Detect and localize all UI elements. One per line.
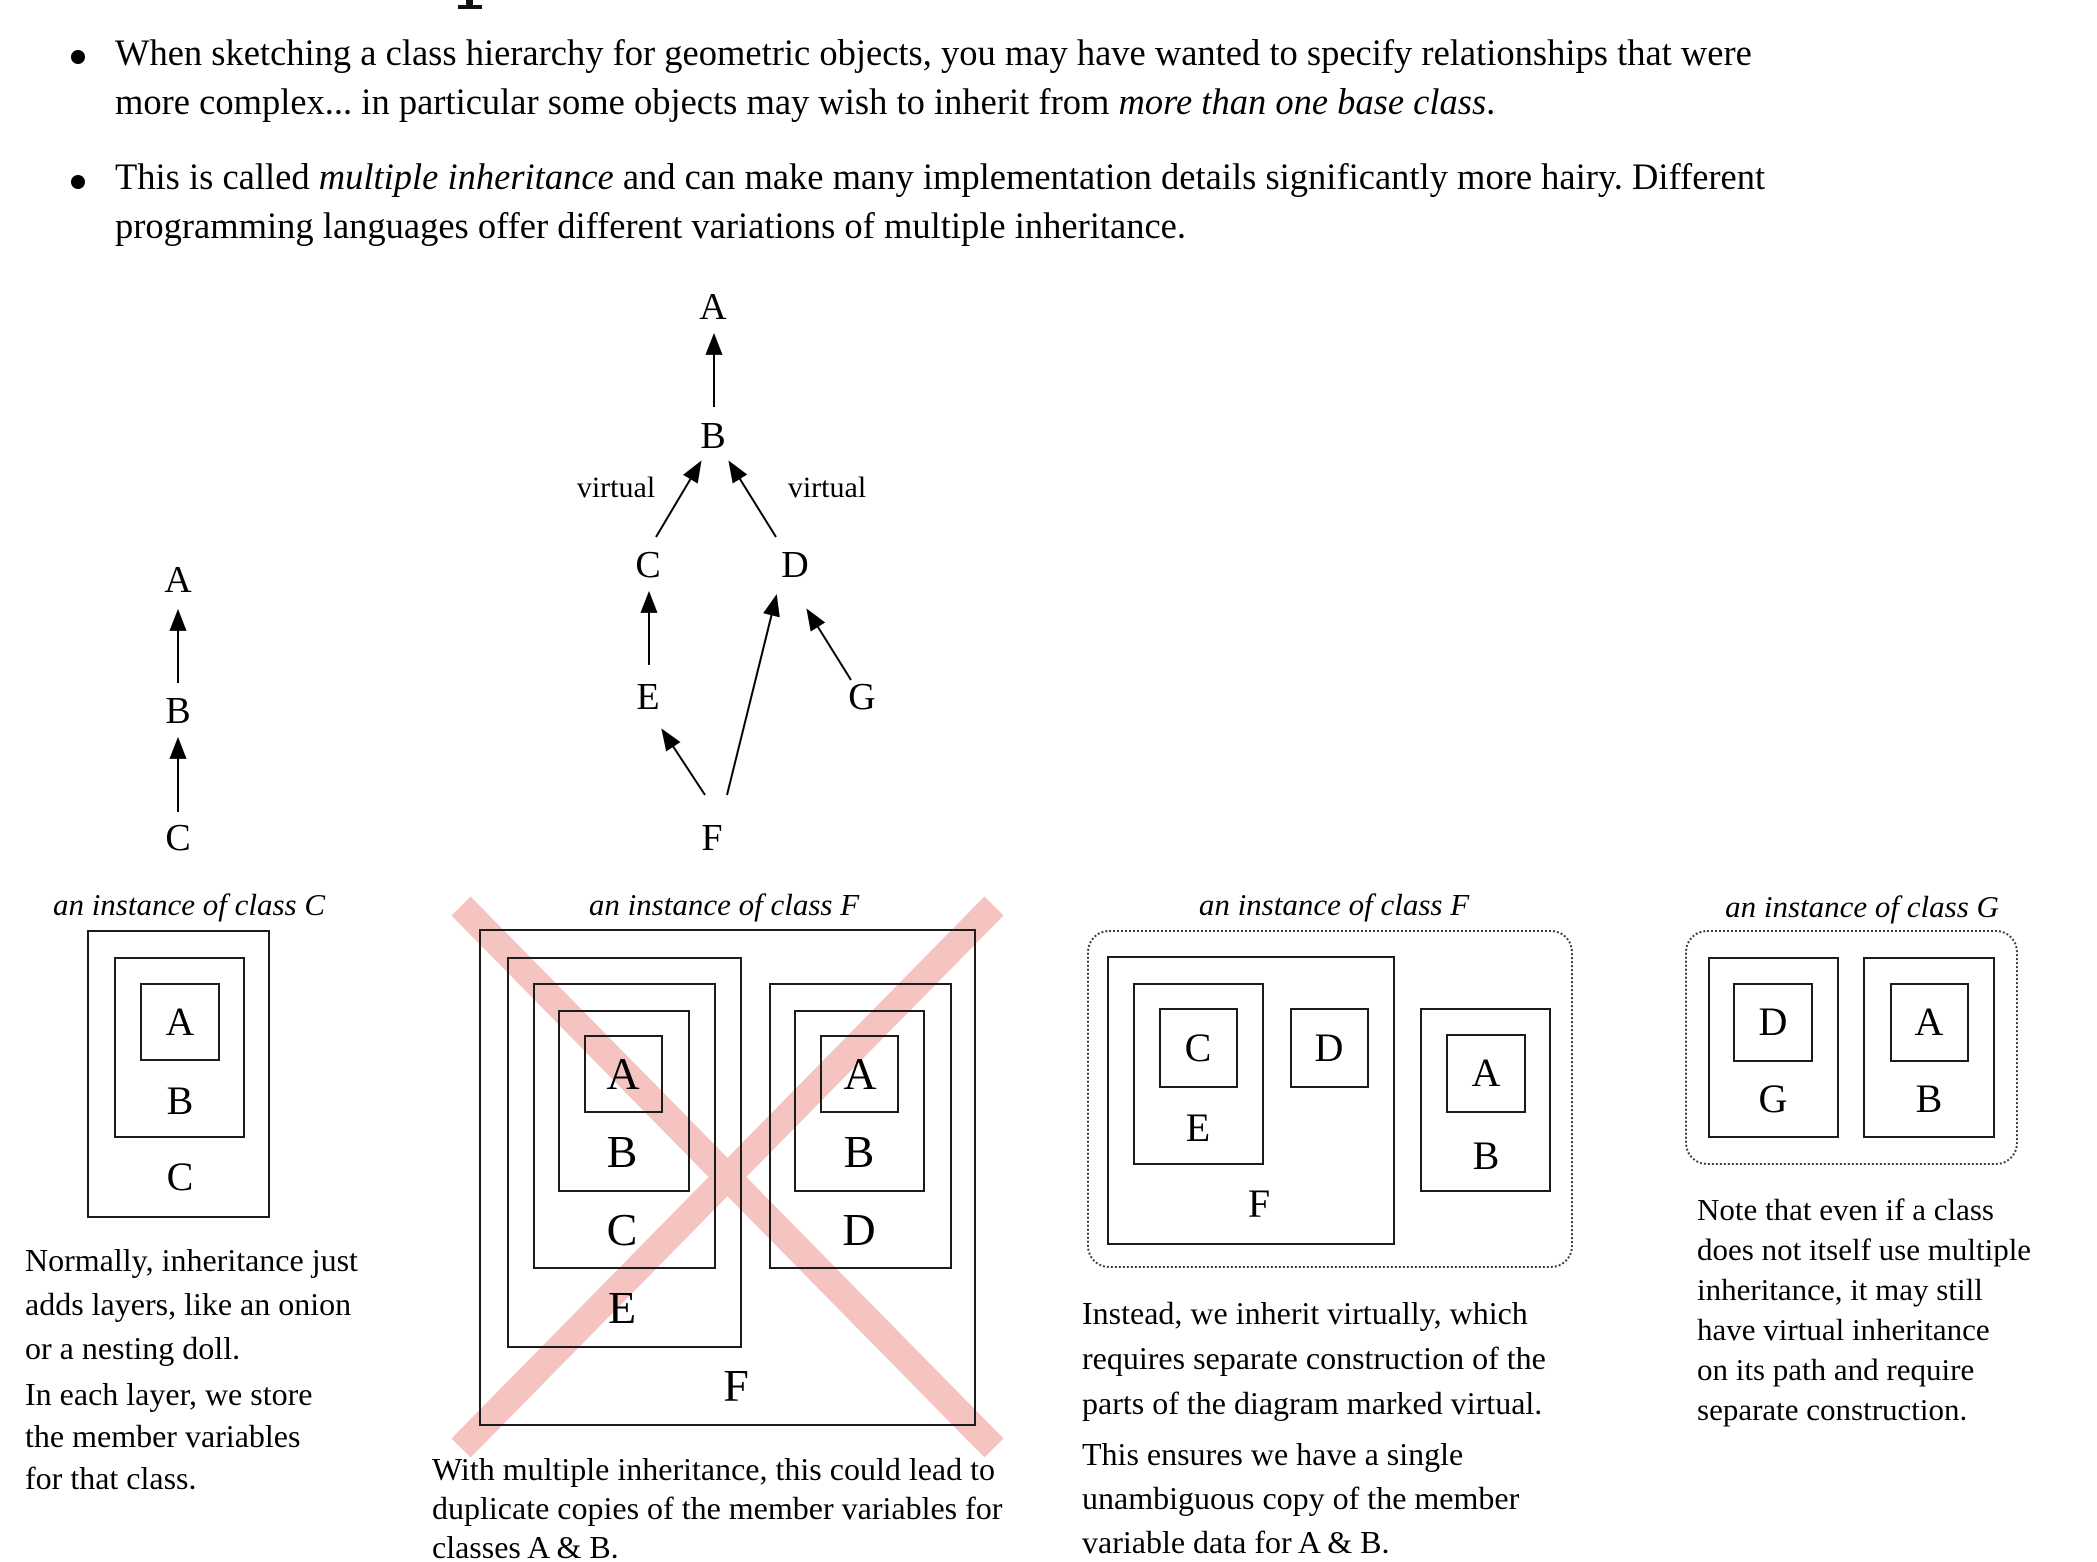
instance-g-caption: Note that even if a class does not itself use multiple inheritance, it may still have virtual inheritance on its path and require separate construction. [1697,1192,2032,1427]
instance-c-caption-paragraph-2: In each layer, we store the member variables for that class. [25,1376,313,1496]
bullet-marker [71,50,85,64]
instance-f-crossed-title: an instance of class F [588,887,860,922]
multi-tree-node-a: A [699,286,727,328]
instance-f-crossed-label-e: E [607,1282,637,1333]
instance-c-title: an instance of class C [52,887,326,922]
instance-f-virtual-label-a: A [1471,1050,1501,1095]
multi-tree-node-c: C [635,544,661,586]
edge-g-to-d [808,611,851,680]
instance-f-crossed-label-a-right: A [843,1048,877,1099]
instance-g-label-a: A [1914,999,1944,1044]
instance-f-virtual-caption-paragraph-2: This ensures we have a single unambiguous copy of the member variable data for A & B. [1082,1436,1520,1560]
bullet-marker [71,175,85,189]
instance-f-crossed-label-f: F [723,1360,749,1411]
cropped-title-glyph [458,5,482,9]
instance-f-virtual-caption-paragraph-1: Instead, we inherit virtually, which requires separate construction of the parts of the diagram marked virtual. [1082,1295,1546,1421]
bullet-1-line-2: more complex... in particular some objects may wish to inherit from more than one base class. [115,81,1496,122]
instance-f-crossed-label-a-left: A [606,1048,640,1099]
edge-c-to-b-virtual [656,463,700,537]
edge-d-to-b-virtual [730,463,776,537]
emphasis-multiple-inheritance: multiple inheritance [318,156,614,197]
instance-c-label-b: B [166,1078,194,1123]
instance-f-crossed-label-d: D [842,1204,876,1255]
instance-g-label-g: G [1758,1076,1788,1121]
bullet-item-2 [115,152,1765,250]
multi-tree-node-g: G [848,676,876,718]
instance-c-caption-paragraph-1: Normally, inheritance just adds layers, like an onion or a nesting doll. [25,1242,358,1366]
simple-tree-node-c: C [165,817,191,859]
instance-f-crossed-label-b-right: B [843,1126,875,1177]
instance-g-label-b: B [1915,1076,1943,1121]
multi-tree-node-f: F [701,817,723,859]
virtual-label-left: virtual [576,471,656,504]
instance-f-virtual-label-f: F [1247,1181,1271,1226]
multi-tree-node-b: B [700,415,726,457]
instance-f-crossed-label-c: C [606,1204,638,1255]
instance-f-virtual-title: an instance of class F [1198,887,1470,922]
instance-f-crossed-label-b-left: B [606,1126,638,1177]
simple-tree-node-a: A [164,559,192,601]
edge-f-to-e [663,731,705,795]
emphasis-more-than-one-base-class: more than one base class [1118,81,1487,122]
instance-f-virtual-label-e: E [1185,1105,1211,1150]
instance-f-virtual-label-c: C [1184,1025,1212,1070]
virtual-label-right: virtual [787,471,867,504]
bullet-item-1 [115,28,1752,126]
bullet-2-line-2: programming languages offer different variations of multiple inheritance. [115,205,1186,246]
instance-f-virtual-label-b: B [1472,1133,1500,1178]
multi-tree-node-d: D [781,544,809,586]
multi-tree-node-e: E [636,676,660,718]
bullet-1-line-1: When sketching a class hierarchy for geometric objects, you may have wanted to specify relationships that were [115,32,1752,73]
instance-g-label-d: D [1758,999,1788,1044]
bullet-2-line-1: This is called multiple inheritance and can make many implementation details significantly more hairy. Different [115,156,1766,197]
instance-f-crossed-caption: With multiple inheritance, this could lead to duplicate copies of the member variables for classes A & B. [432,1451,1003,1562]
edge-f-to-d [727,597,776,795]
simple-tree-node-b: B [165,690,191,732]
instance-f-virtual-label-d: D [1314,1025,1344,1070]
instance-g-title: an instance of class G [1725,889,1999,924]
instance-c-label-c: C [166,1154,194,1199]
instance-c-label-a: A [165,999,195,1044]
